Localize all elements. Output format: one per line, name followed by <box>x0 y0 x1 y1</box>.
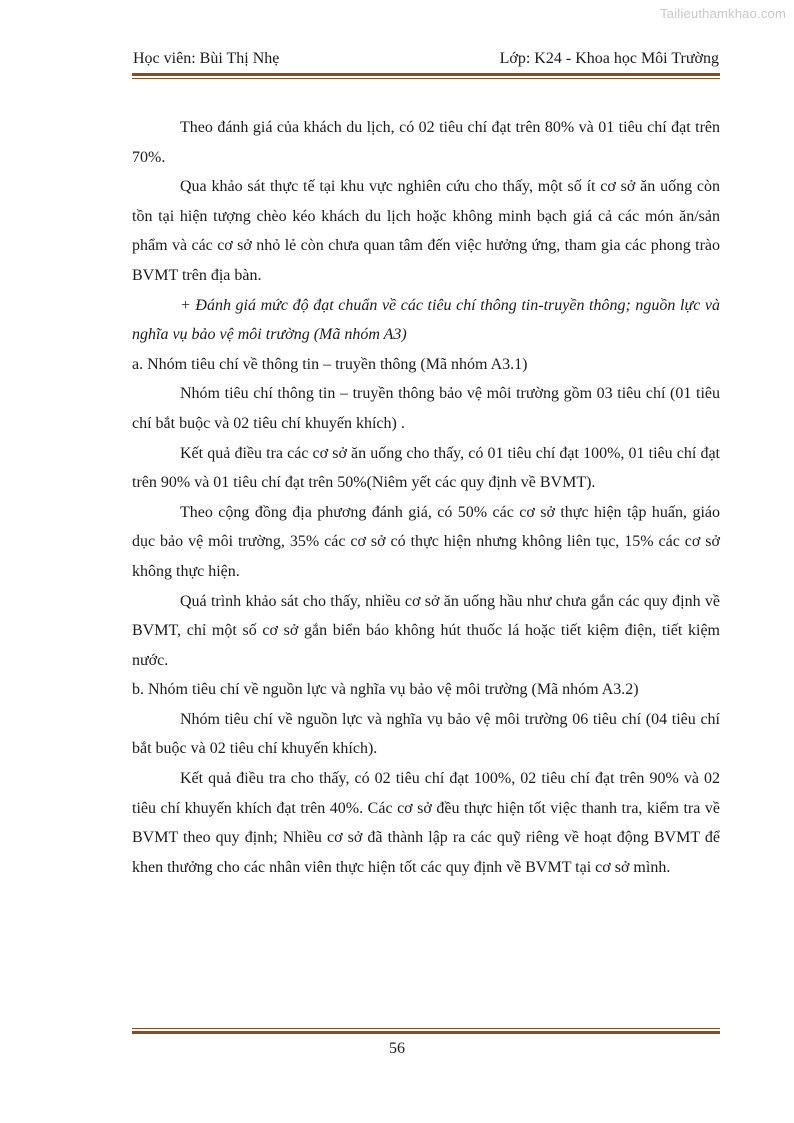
watermark-text: Tailieuthamkhao.com <box>660 6 786 21</box>
page-number: 56 <box>389 1040 405 1057</box>
paragraph: Theo cộng đồng địa phương đánh giá, có 50% các cơ sở thực hiện tập huấn, giáo dục bảo vệ môi trường, 35% các cơ sở có thực hiện nhưng không liên tục, 15% các cơ sở không thực hiện. <box>132 503 720 580</box>
footer-rule-thin <box>132 1028 720 1029</box>
page-body <box>132 113 720 882</box>
header-rule-thin <box>132 78 720 79</box>
page-header <box>133 48 719 72</box>
paragraph: Kết quả điều tra các cơ sở ăn uống cho thấy, có 01 tiêu chí đạt 100%, 01 tiêu chí đạt trên 90% và 01 tiêu chí đạt trên 50%(Niêm yết các quy định về BVMT). <box>132 444 720 492</box>
paragraph: Nhóm tiêu chí về nguồn lực và nghĩa vụ bảo vệ môi trường 06 tiêu chí (04 tiêu chí bắt buộc và 02 tiêu chí khuyến khích). <box>132 710 720 758</box>
paragraph: Qua khảo sát thực tế tại khu vực nghiên cứu cho thấy, một số ít cơ sở ăn uống còn tồn tại hiện tượng chèo kéo khách du lịch hoặc không minh bạch giá cả các món ăn/sản phẩm và các cơ sở nhỏ lẻ còn chưa quan tâm đến việc hưởng ứng, tham gia các phong trào BVMT trên địa bàn. <box>132 178 720 284</box>
section-heading-a3: + Đánh giá mức độ đạt chuẩn về các tiêu chí thông tin-truyền thông; nguồn lực và nghĩa vụ bảo vệ môi trường (Mã nhóm A3) <box>132 296 720 344</box>
paragraph: Nhóm tiêu chí thông tin – truyền thông bảo vệ môi trường gồm 03 tiêu chí (01 tiêu chí bắt buộc và 02 tiêu chí khuyến khích) . <box>132 385 720 432</box>
footer-rule-thick <box>132 1031 720 1034</box>
subsection-heading-a3-2: b. Nhóm tiêu chí về nguồn lực và nghĩa vụ bảo vệ môi trường (Mã nhóm A3.2) <box>132 681 639 699</box>
header-student-name: Học viên: Bùi Thị Nhẹ <box>133 50 280 67</box>
header-rule-thick <box>132 73 720 76</box>
paragraph: Quá trình khảo sát cho thấy, nhiều cơ sở ăn uống hầu như chưa gắn các quy định về BVMT, chỉ một số cơ sở gắn biển báo không hút thuốc lá hoặc tiết kiệm điện, tiết kiệm nước. <box>132 592 720 669</box>
paragraph: Kết quả điều tra cho thấy, có 02 tiêu chí đạt 100%, 02 tiêu chí đạt trên 90% và 02 tiêu chí khuyến khích đạt trên 40%. Các cơ sở đều thực hiện tốt việc thanh tra, kiểm tra về BVMT theo quy định; Nhiều cơ sở đã thành lập ra các quỹ riêng về hoạt động BVMT để khen thưởng cho các nhân viên thực hiện tốt các quy định về BVMT tại cơ sở mình. <box>132 770 720 876</box>
subsection-heading-a3-1: a. Nhóm tiêu chí về thông tin – truyền thông (Mã nhóm A3.1) <box>132 355 528 373</box>
paragraph: Theo đánh giá của khách du lịch, có 02 tiêu chí đạt trên 80% và 01 tiêu chí đạt trên 70%. <box>132 119 720 166</box>
header-class-name: Lớp: K24 - Khoa học Môi Trường <box>499 50 719 67</box>
